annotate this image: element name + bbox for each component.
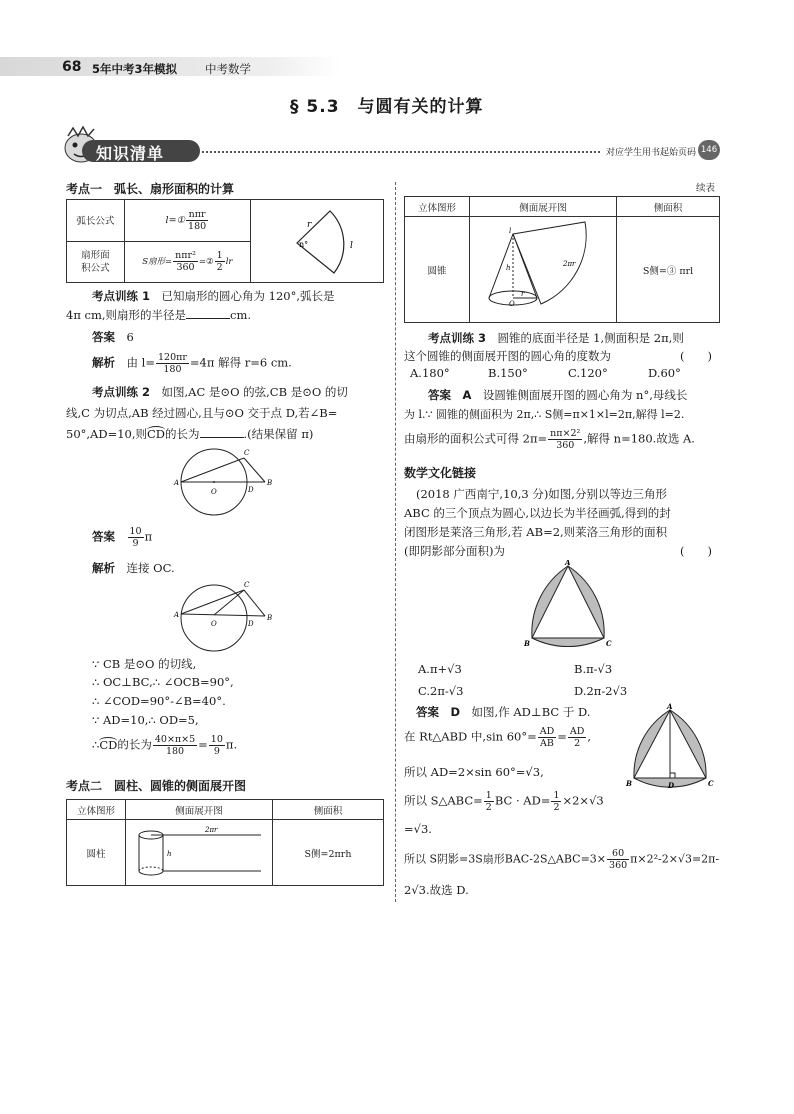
svg-text:O: O	[509, 299, 515, 308]
cylinder-figure-cell	[126, 820, 273, 886]
sector-figure	[252, 201, 382, 281]
proof-line: ∴ OC⊥BC,∴ ∠OCB=90°,	[92, 675, 234, 689]
continued-label: 续表	[696, 183, 716, 194]
subject-label: 中考数学	[205, 62, 251, 76]
svg-text:h: h	[506, 263, 511, 272]
proof-line: ∵ AD=10,∴ OD=5,	[92, 713, 199, 727]
culture-title: 数学文化链接	[404, 466, 477, 480]
banner-title: 知识清单	[96, 144, 165, 163]
ex3-option: D.60°	[648, 366, 681, 380]
table3-row-label: 圆锥	[405, 217, 470, 323]
culture-option: A.π+√3	[418, 662, 462, 676]
svg-text:C: C	[708, 779, 714, 788]
ex3-option: B.150°	[488, 366, 528, 380]
table1-row1-label: 弧长公式	[67, 200, 125, 242]
page-number: 68	[62, 59, 82, 75]
table3-header: 立体图形	[405, 197, 470, 217]
cone-net-figure	[473, 220, 613, 320]
banner-dotted-line	[202, 151, 600, 153]
cylinder-area: S侧=2πrh	[273, 820, 384, 886]
exercise-2-solution: 解析 连接 OC.	[92, 561, 175, 575]
table2-header: 侧面积	[273, 800, 384, 820]
section-title: § 5.3 与圆有关的计算	[290, 97, 484, 117]
proof-line: ∴ ∠COD=90°-∠B=40°.	[92, 694, 226, 708]
svg-text:A: A	[174, 611, 180, 619]
k1-title: 考点一 弧长、扇形面积的计算	[66, 182, 235, 196]
table2-header: 侧面展开图	[126, 800, 273, 820]
table3-header: 侧面展开图	[470, 197, 617, 217]
svg-text:C: C	[244, 581, 250, 589]
svg-text:O: O	[211, 620, 217, 628]
svg-text:A: A	[667, 702, 673, 711]
svg-text:A: A	[174, 479, 180, 487]
svg-text:O: O	[211, 488, 217, 496]
column-divider	[395, 182, 396, 902]
table1-row2-label: 扇形面 积公式	[67, 241, 125, 283]
svg-text:l: l	[509, 226, 512, 235]
culture-option: B.π-√3	[574, 662, 613, 676]
svg-text:2πr: 2πr	[563, 259, 576, 268]
circle-figure-1	[170, 446, 280, 516]
svg-text:A: A	[565, 560, 571, 567]
svg-text:B: B	[267, 479, 273, 487]
sector-figure-cell	[251, 200, 384, 283]
cone-figure-cell	[470, 217, 617, 323]
arc-sector-table	[66, 199, 384, 283]
cone-table	[404, 196, 720, 323]
svg-text:B: B	[524, 639, 530, 648]
ex3-option: C.120°	[568, 366, 608, 380]
table2-header: 立体图形	[67, 800, 126, 820]
sector-angle-label: n°	[299, 240, 309, 249]
table3-header: 侧面积	[617, 197, 720, 217]
sector-area-formula: S扇形= $\frac{\text{nπr²}}{360}$ =② $\frac{1}{2}$ lr	[124, 241, 250, 283]
svg-text:C: C	[244, 449, 250, 457]
svg-text:D: D	[248, 486, 254, 494]
culture-option: C.2π-√3	[418, 684, 464, 698]
banner-page-ref: 146	[698, 140, 720, 160]
arc-length-formula: l=① $\frac{\text{nπr}}{180}$	[124, 200, 250, 242]
table2-row-label: 圆柱	[67, 820, 126, 886]
k2-title: 考点二 圆柱、圆锥的侧面展开图	[66, 779, 247, 793]
svg-text:C: C	[606, 639, 612, 648]
ex3-option: A.180°	[410, 366, 450, 380]
svg-text:B: B	[267, 614, 273, 622]
sector-r-label: r	[307, 220, 312, 230]
banner	[60, 124, 730, 166]
cone-area: S侧=③ πrl	[617, 217, 720, 323]
reuleaux-figure-1	[512, 560, 622, 652]
ex1-answer-blank	[186, 308, 230, 319]
svg-text:D: D	[668, 781, 675, 790]
ex2-answer-blank	[200, 427, 244, 438]
proof-line: ∵ CB 是⊙O 的切线,	[92, 657, 197, 671]
svg-text:2πr: 2πr	[205, 825, 218, 834]
cylinder-table	[66, 799, 384, 886]
book-title: 5年中考3年模拟	[92, 62, 178, 76]
svg-text:B: B	[626, 779, 632, 788]
sector-l-label: l	[350, 241, 353, 251]
exercise-2-answer: 答案 $\frac{10}{9}$ π	[92, 526, 153, 549]
cylinder-net-figure	[129, 823, 269, 883]
banner-right-text: 对应学生用书起始页码	[606, 148, 697, 158]
reuleaux-figure-2	[618, 702, 722, 794]
culture-option: D.2π-2√3	[574, 684, 628, 698]
circle-figure-2	[170, 578, 280, 656]
svg-text:r: r	[521, 289, 525, 298]
proof-line-last: ∴CD的长为 $\frac{40\times\pi\times 5}{180}$ = $\frac{10}{9}$ π.	[92, 734, 238, 757]
svg-text:h: h	[167, 849, 172, 858]
svg-text:D: D	[248, 620, 254, 628]
